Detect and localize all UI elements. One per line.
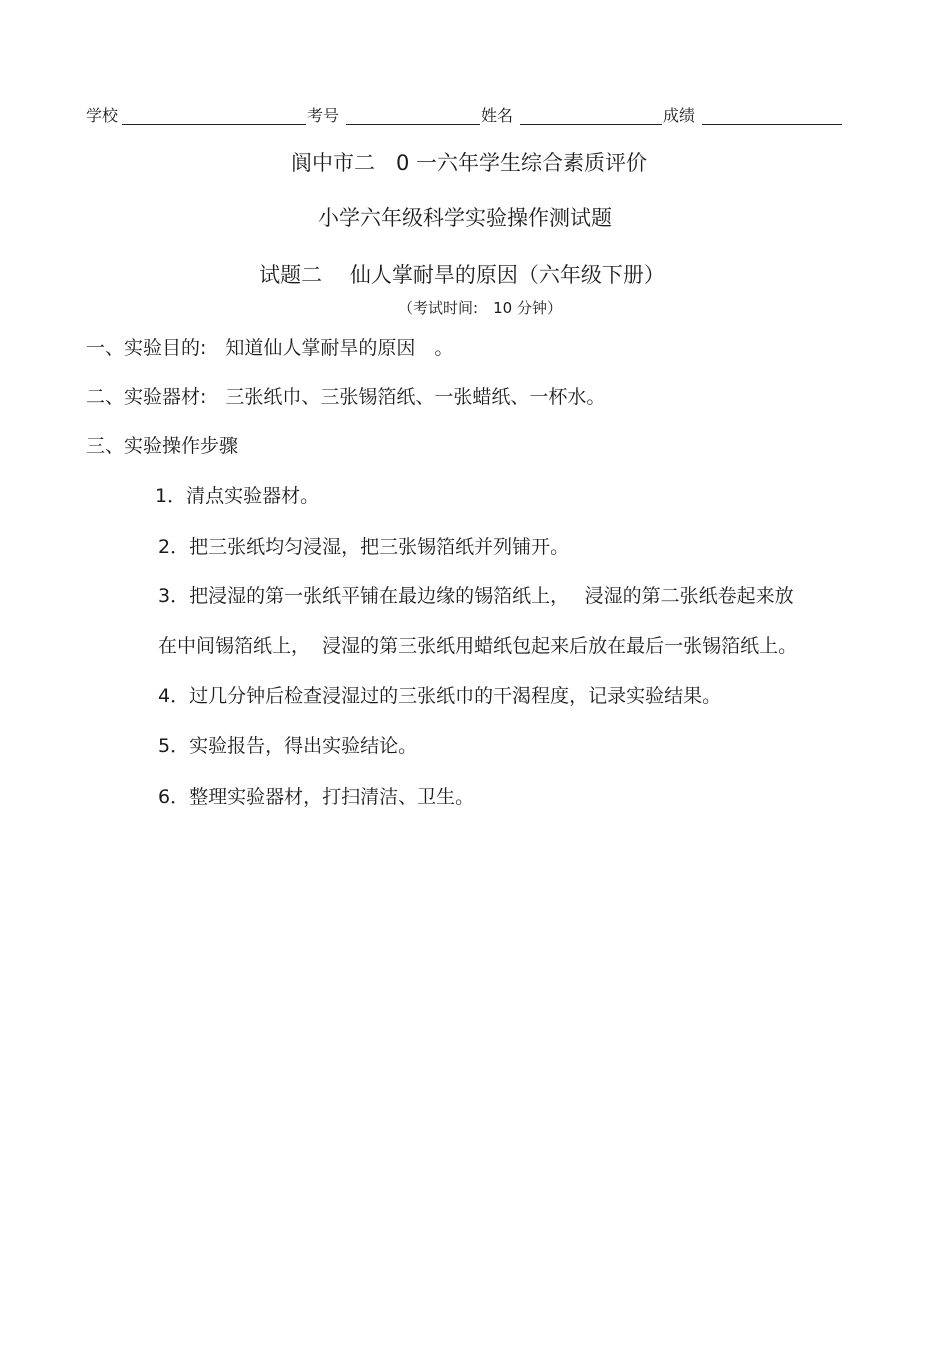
step-5: 5．实验报告，得出实验结论。	[158, 735, 418, 757]
section-purpose: 一、实验目的: 知道仙人掌耐旱的原因 。	[86, 337, 454, 359]
student-info-header	[86, 104, 846, 128]
name-label: 姓名	[481, 106, 514, 125]
score-blank-line	[702, 124, 842, 125]
exam-number-blank-line	[346, 124, 480, 125]
step-1: 1．清点实验器材。	[155, 485, 320, 507]
question-title: 试题二 仙人掌耐旱的原因（六年级下册）	[259, 263, 665, 287]
step-2: 2．把三张纸均匀浸湿，把三张锡箔纸并列铺开。	[158, 536, 570, 558]
school-blank-line	[122, 124, 306, 125]
exam-time-note: （考试时间: 10 分钟）	[398, 299, 562, 317]
exam-title-subject: 小学六年级科学实验操作测试题	[318, 206, 612, 230]
step-4: 4．过几分钟后检查浸湿过的三张纸巾的干渴程度，记录实验结果。	[158, 685, 722, 707]
section-steps-heading: 三、实验操作步骤	[86, 435, 239, 457]
school-label: 学校	[86, 106, 119, 125]
step-6: 6．整理实验器材，打扫清洁、卫生。	[158, 786, 475, 808]
name-blank-line	[520, 124, 662, 125]
step-3-line-2: 在中间锡箔纸上， 浸湿的第三张纸用蜡纸包起来后放在最后一张锡箔纸上。	[158, 635, 798, 657]
score-label: 成绩	[663, 106, 696, 125]
exam-title-main: 阆中市二 0 一六年学生综合素质评价	[290, 151, 648, 175]
step-3-line-1: 3．把浸湿的第一张纸平铺在最边缘的锡箔纸上， 浸湿的第二张纸卷起来放	[158, 585, 794, 607]
exam-number-label: 考号	[307, 106, 340, 125]
section-materials: 二、实验器材: 三张纸巾、三张锡箔纸、一张蜡纸、一杯水。	[86, 386, 606, 408]
